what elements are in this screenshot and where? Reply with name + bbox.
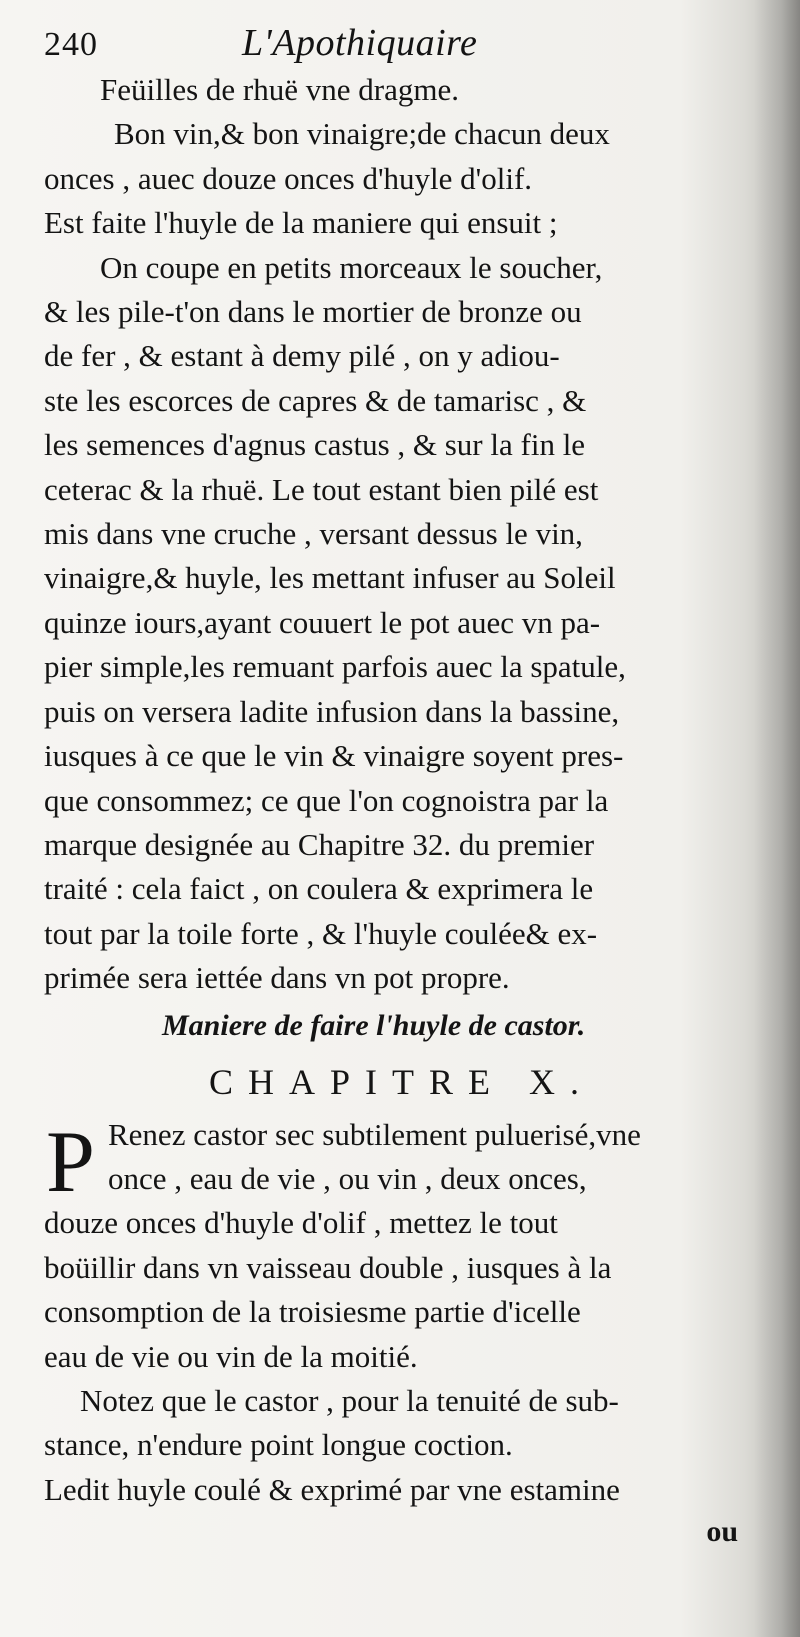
page-edge-shadow — [754, 0, 800, 1637]
text-line: primée sera iettée dans vn pot propre. — [44, 960, 510, 996]
catchword: ou — [706, 1515, 738, 1549]
page-number: 240 — [44, 26, 98, 63]
running-head: L'Apothiquaire — [242, 22, 478, 64]
text-line: iusques à ce que le vin & vinaigre soyent pres- — [44, 738, 624, 774]
text-line: quinze iours,ayant couuert le pot auec vn pa- — [44, 604, 601, 640]
text-line: eau de vie ou vin de la moitié. — [44, 1338, 418, 1374]
text-line: Ledit huyle coulé & exprimé par vne estamine — [44, 1471, 620, 1507]
chapter-title: CHAPITRE X. — [209, 1061, 595, 1102]
page-header — [44, 12, 744, 68]
text-line: pier simple,les remuant parfois auec la spatule, — [44, 649, 626, 685]
text-line: & les pile-t'on dans le mortier de bronze ou — [44, 294, 582, 330]
text-line: vinaigre,& huyle, les mettant infuser au Soleil — [44, 560, 616, 596]
text-line: que consommez; ce que l'on cognoistra par la — [44, 782, 609, 818]
page-text — [44, 12, 744, 1552]
text-line: boüillir dans vn vaisseau double , iusques à la — [44, 1249, 612, 1285]
chapter-opening-paragraph — [44, 1113, 744, 1379]
text-line: consomption de la troisiesme partie d'icelle — [44, 1294, 581, 1330]
text-line: Bon vin,& bon vinaigre;de chacun deux — [114, 116, 610, 152]
text-line: onces , auec douze onces d'huyle d'olif. — [44, 160, 533, 196]
drop-cap-letter: P — [46, 1113, 95, 1211]
body-text — [44, 68, 744, 1001]
text-line: mis dans vne cruche , versant dessus le vin, — [44, 516, 583, 552]
text-line: les semences d'agnus castus , & sur la fin le — [44, 427, 586, 463]
text-line: douze onces d'huyle d'olif , mettez le tout — [44, 1205, 558, 1241]
text-line: tout par la toile forte , & l'huyle coulée& ex- — [44, 915, 598, 951]
section-subheading: Maniere de faire l'huyle de castor. — [162, 1008, 586, 1042]
text-line: ceterac & la rhuë. Le tout estant bien pilé est — [44, 471, 599, 507]
text-line: Renez castor sec subtilement puluerisé,vne — [108, 1116, 641, 1152]
text-line: Notez que le castor , pour la tenuité de sub- — [80, 1382, 619, 1418]
text-line: On coupe en petits morceaux le soucher, — [100, 249, 603, 285]
text-line: stance, n'endure point longue coction. — [44, 1427, 513, 1463]
text-line: once , eau de vie , ou vin , deux onces, — [108, 1160, 587, 1196]
text-line: de fer , & estant à demy pilé , on y adiou- — [44, 338, 560, 374]
text-line: ste les escorces de capres & de tamarisc , & — [44, 382, 587, 418]
text-line: marque designée au Chapitre 32. du premier — [44, 826, 595, 862]
text-line: traité : cela faict , on coulera & exprimera le — [44, 871, 594, 907]
text-line: puis on versera ladite infusion dans la bassine, — [44, 693, 620, 729]
text-line: Feüilles de rhuë vne dragme. — [100, 72, 459, 107]
text-line: Est faite l'huyle de la maniere qui ensuit ; — [44, 205, 558, 241]
